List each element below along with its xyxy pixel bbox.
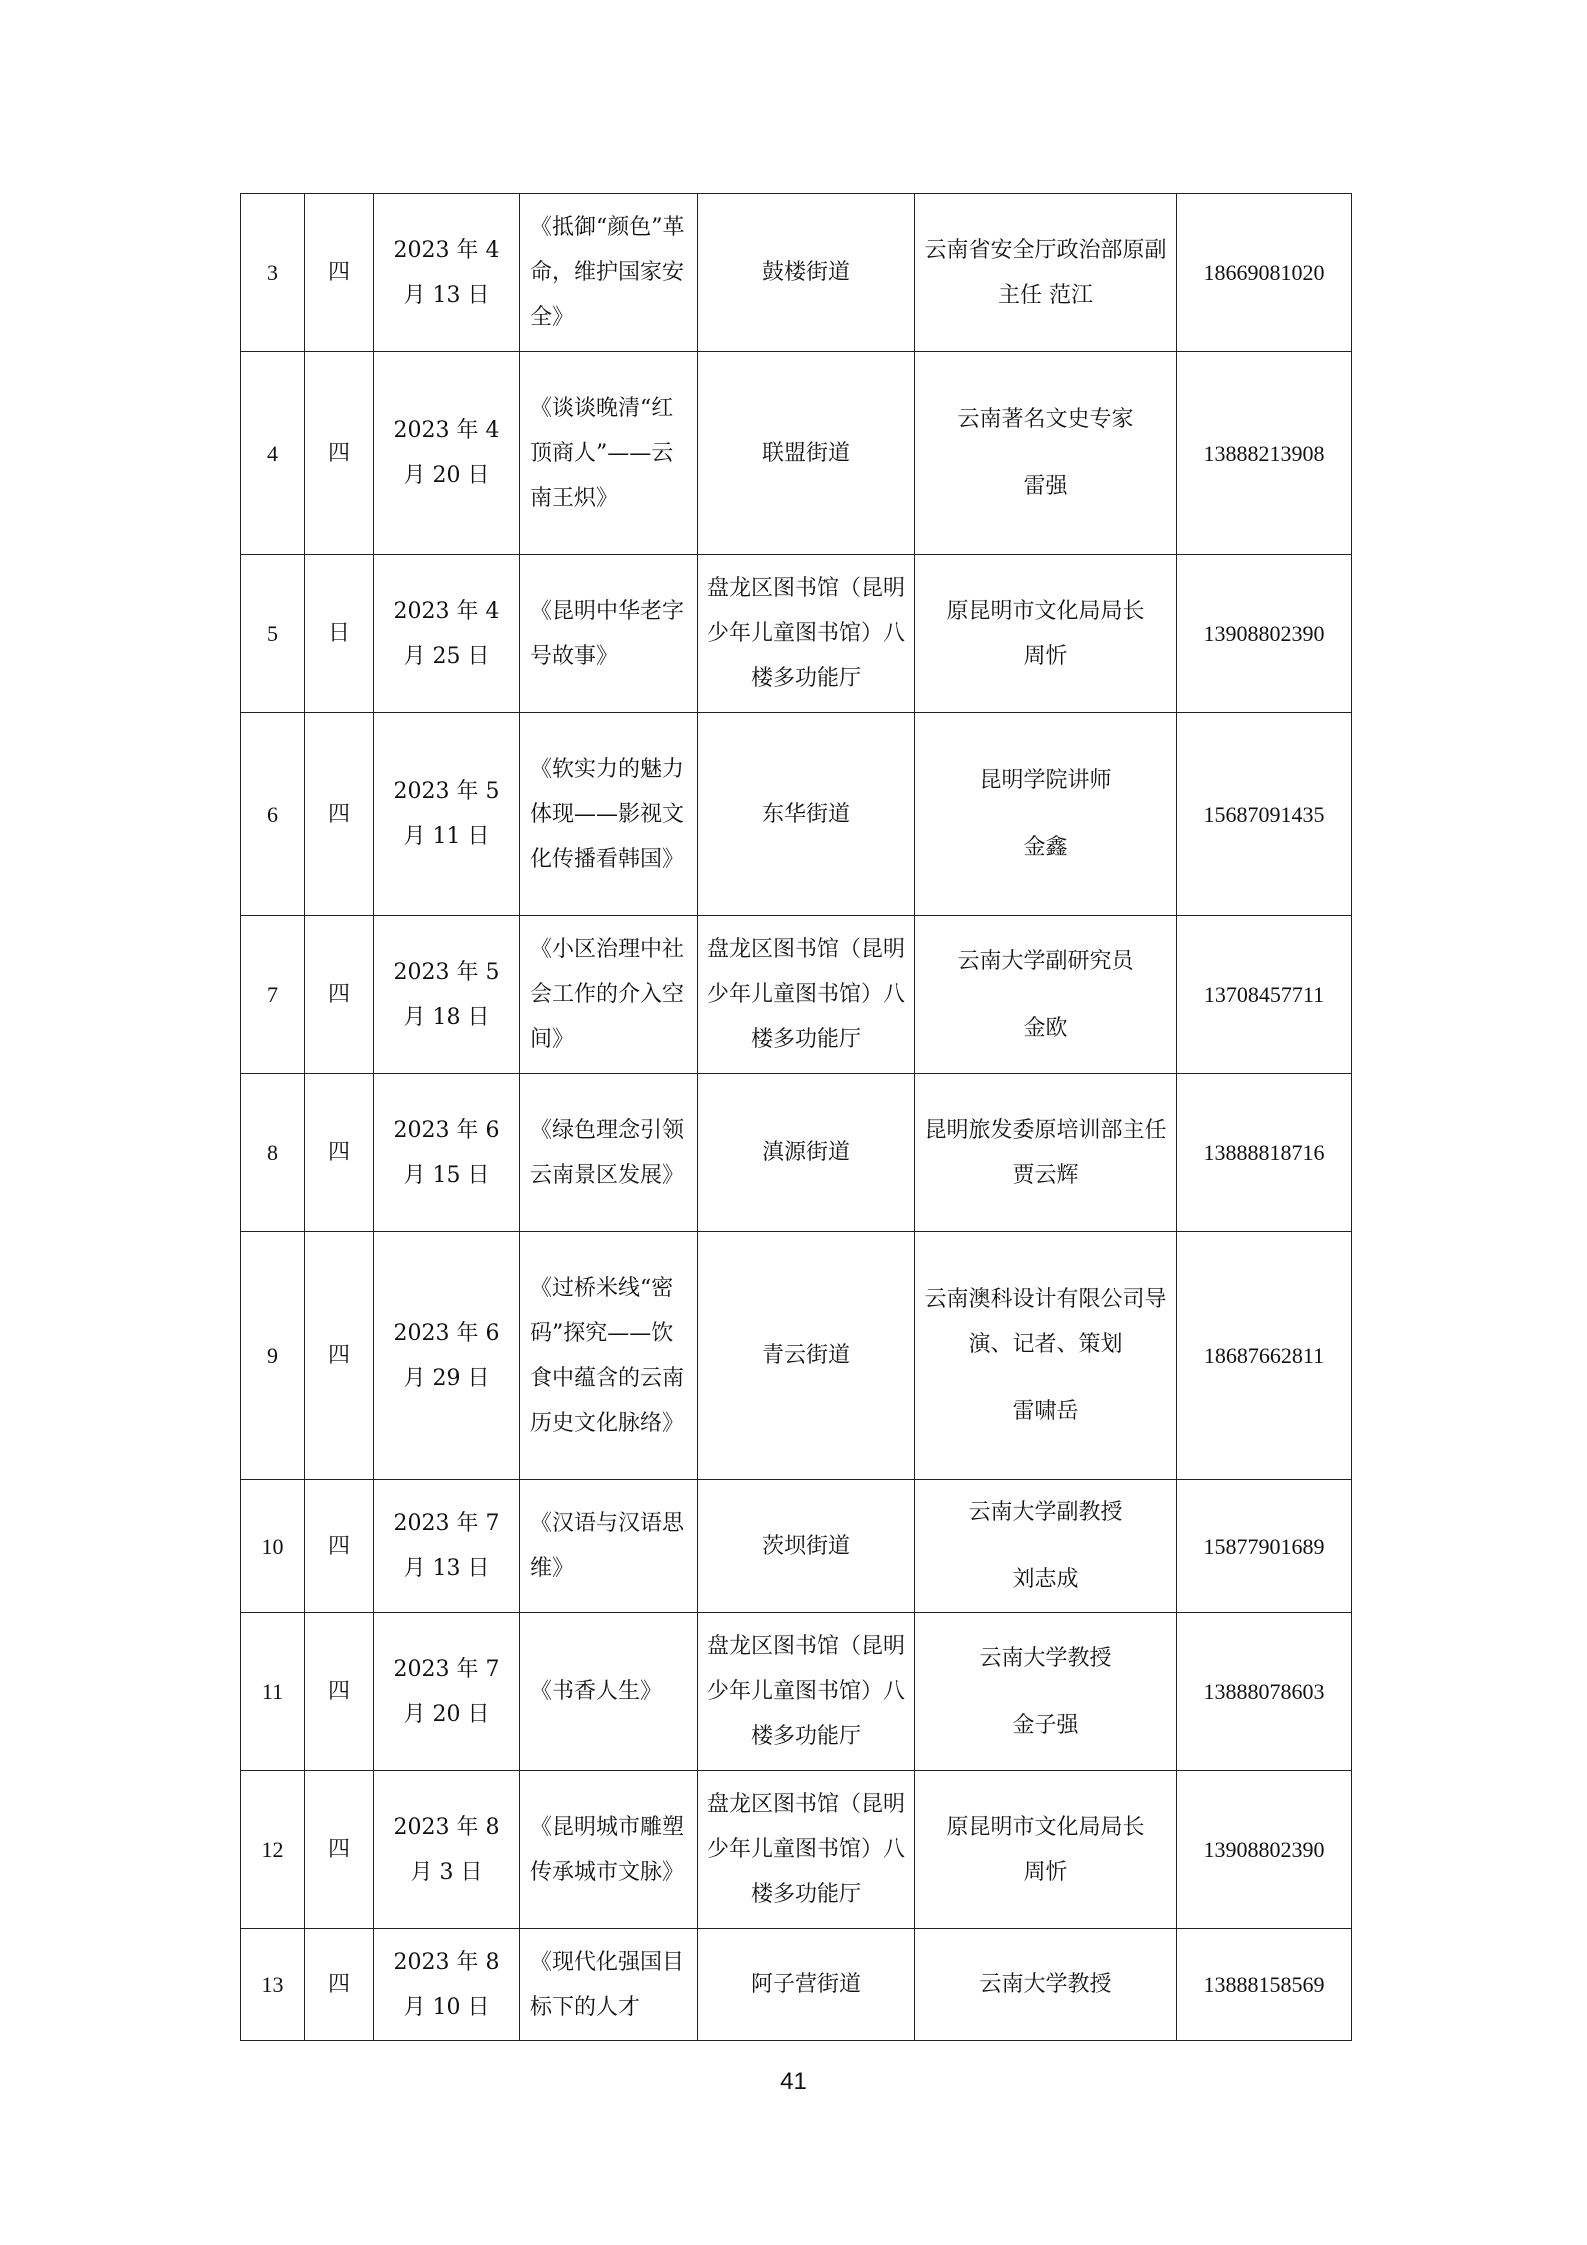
table-row — [241, 194, 1352, 352]
lecturer-title: 云南著名文史专家 — [957, 407, 1134, 432]
weekday-cell: 四 — [305, 1929, 374, 2041]
lecturer-title: 昆明旅发委原培训部主任 贾云辉 — [924, 1117, 1167, 1188]
row-number: 8 — [241, 1074, 305, 1232]
phone-cell: 18669081020 — [1177, 194, 1352, 352]
venue-cell: 鼓楼街道 — [698, 194, 915, 352]
topic-cell: 《书香人生》 — [520, 1613, 698, 1771]
lecturer-name: 周忻 — [1023, 643, 1068, 669]
venue-cell: 盘龙区图书馆（昆明少年儿童图书馆）八楼多功能厅 — [698, 555, 915, 713]
lecturer-title: 云南省安全厅政治部原副主任 范江 — [924, 237, 1167, 308]
date-cell: 2023 年 8 月 3 日 — [374, 1771, 520, 1929]
venue-cell: 青云街道 — [698, 1232, 915, 1480]
date-cell: 2023 年 5 月 18 日 — [374, 916, 520, 1074]
row-number: 11 — [241, 1613, 305, 1771]
lecturer-cell — [915, 1613, 1177, 1771]
date-cell: 2023 年 4 月 13 日 — [374, 194, 520, 352]
topic-cell: 《现代化强国目标下的人才 — [520, 1929, 698, 2041]
lecturer-name: 金欧 — [1023, 1015, 1068, 1041]
table-row — [241, 1480, 1352, 1613]
topic-cell: 《昆明中华老字号故事》 — [520, 555, 698, 713]
lecturer-cell — [915, 916, 1177, 1074]
weekday-cell: 四 — [305, 1480, 374, 1613]
phone-cell: 13908802390 — [1177, 555, 1352, 713]
lecturer-title: 云南大学教授 — [979, 1972, 1112, 1997]
topic-cell: 《绿色理念引领云南景区发展》 — [520, 1074, 698, 1232]
table-row — [241, 1074, 1352, 1232]
lecturer-cell — [915, 1074, 1177, 1232]
phone-cell: 13908802390 — [1177, 1771, 1352, 1929]
table-row — [241, 916, 1352, 1074]
lecturer-name: 金子强 — [1012, 1712, 1079, 1738]
row-number: 4 — [241, 352, 305, 555]
table-row — [241, 1232, 1352, 1480]
lecturer-title: 云南大学副教授 — [968, 1500, 1123, 1525]
row-number: 5 — [241, 555, 305, 713]
row-number: 3 — [241, 194, 305, 352]
topic-cell: 《小区治理中社会工作的介入空间》 — [520, 916, 698, 1074]
table-row — [241, 555, 1352, 713]
phone-cell: 13888078603 — [1177, 1613, 1352, 1771]
page-number: 41 — [780, 2068, 807, 2095]
date-cell: 2023 年 5 月 11 日 — [374, 713, 520, 916]
date-cell: 2023 年 7 月 13 日 — [374, 1480, 520, 1613]
lecturer-cell — [915, 1232, 1177, 1480]
phone-cell: 13888213908 — [1177, 352, 1352, 555]
topic-cell: 《抵御“颜色”革命，维护国家安全》 — [520, 194, 698, 352]
weekday-cell: 四 — [305, 1232, 374, 1480]
lecturer-title: 昆明学院讲师 — [979, 768, 1112, 793]
lecturer-cell — [915, 1771, 1177, 1929]
date-cell: 2023 年 4 月 20 日 — [374, 352, 520, 555]
lecturer-name: 刘志成 — [1012, 1567, 1079, 1592]
lecturer-cell — [915, 352, 1177, 555]
topic-cell: 《谈谈晚清“红顶商人”——云南王炽》 — [520, 352, 698, 555]
phone-cell: 13888158569 — [1177, 1929, 1352, 2041]
phone-cell: 18687662811 — [1177, 1232, 1352, 1480]
weekday-cell: 四 — [305, 1074, 374, 1232]
lecture-schedule-table — [240, 193, 1352, 2041]
topic-cell: 《过桥米线“密码”探究——饮食中蕴含的云南历史文化脉络》 — [520, 1232, 698, 1480]
venue-cell: 盘龙区图书馆（昆明少年儿童图书馆）八楼多功能厅 — [698, 1613, 915, 1771]
row-number: 13 — [241, 1929, 305, 2041]
date-cell: 2023 年 6 月 15 日 — [374, 1074, 520, 1232]
venue-cell: 东华街道 — [698, 713, 915, 916]
lecturer-cell — [915, 555, 1177, 713]
weekday-cell: 四 — [305, 1771, 374, 1929]
venue-cell: 联盟街道 — [698, 352, 915, 555]
date-cell: 2023 年 7 月 20 日 — [374, 1613, 520, 1771]
lecturer-title: 云南大学教授 — [979, 1645, 1112, 1671]
table-row — [241, 352, 1352, 555]
date-cell: 2023 年 4 月 25 日 — [374, 555, 520, 713]
row-number: 9 — [241, 1232, 305, 1480]
row-number: 6 — [241, 713, 305, 916]
phone-cell: 13888818716 — [1177, 1074, 1352, 1232]
date-cell: 2023 年 8 月 10 日 — [374, 1929, 520, 2041]
lecturer-title: 云南澳科设计有限公司导演、记者、策划 — [924, 1287, 1167, 1357]
row-number: 12 — [241, 1771, 305, 1929]
lecturer-cell — [915, 194, 1177, 352]
weekday-cell: 日 — [305, 555, 374, 713]
lecturer-title: 原昆明市文化局局长 — [946, 1814, 1145, 1840]
topic-cell: 《昆明城市雕塑传承城市文脉》 — [520, 1771, 698, 1929]
table-body — [241, 194, 1352, 2041]
venue-cell: 盘龙区图书馆（昆明少年儿童图书馆）八楼多功能厅 — [698, 1771, 915, 1929]
venue-cell: 茨坝街道 — [698, 1480, 915, 1613]
lecturer-name: 金鑫 — [1023, 835, 1068, 860]
weekday-cell: 四 — [305, 194, 374, 352]
venue-cell: 阿子营街道 — [698, 1929, 915, 2041]
venue-cell: 滇源街道 — [698, 1074, 915, 1232]
lecturer-name: 雷啸岳 — [1012, 1399, 1079, 1424]
table-row — [241, 1929, 1352, 2041]
lecturer-cell — [915, 1480, 1177, 1613]
lecturer-title: 云南大学副研究员 — [957, 948, 1134, 974]
lecturer-name: 周忻 — [1023, 1859, 1068, 1885]
lecturer-cell — [915, 713, 1177, 916]
table-row — [241, 1613, 1352, 1771]
topic-cell: 《汉语与汉语思维》 — [520, 1480, 698, 1613]
weekday-cell: 四 — [305, 713, 374, 916]
weekday-cell: 四 — [305, 916, 374, 1074]
table-row — [241, 1771, 1352, 1929]
weekday-cell: 四 — [305, 1613, 374, 1771]
table-row — [241, 713, 1352, 916]
phone-cell: 15687091435 — [1177, 713, 1352, 916]
row-number: 7 — [241, 916, 305, 1074]
venue-cell: 盘龙区图书馆（昆明少年儿童图书馆）八楼多功能厅 — [698, 916, 915, 1074]
phone-cell: 15877901689 — [1177, 1480, 1352, 1613]
weekday-cell: 四 — [305, 352, 374, 555]
date-cell: 2023 年 6 月 29 日 — [374, 1232, 520, 1480]
lecturer-title: 原昆明市文化局局长 — [946, 598, 1145, 624]
row-number: 10 — [241, 1480, 305, 1613]
topic-cell: 《软实力的魅力体现——影视文化传播看韩国》 — [520, 713, 698, 916]
lecturer-name: 雷强 — [1023, 474, 1068, 499]
phone-cell: 13708457711 — [1177, 916, 1352, 1074]
lecturer-cell — [915, 1929, 1177, 2041]
